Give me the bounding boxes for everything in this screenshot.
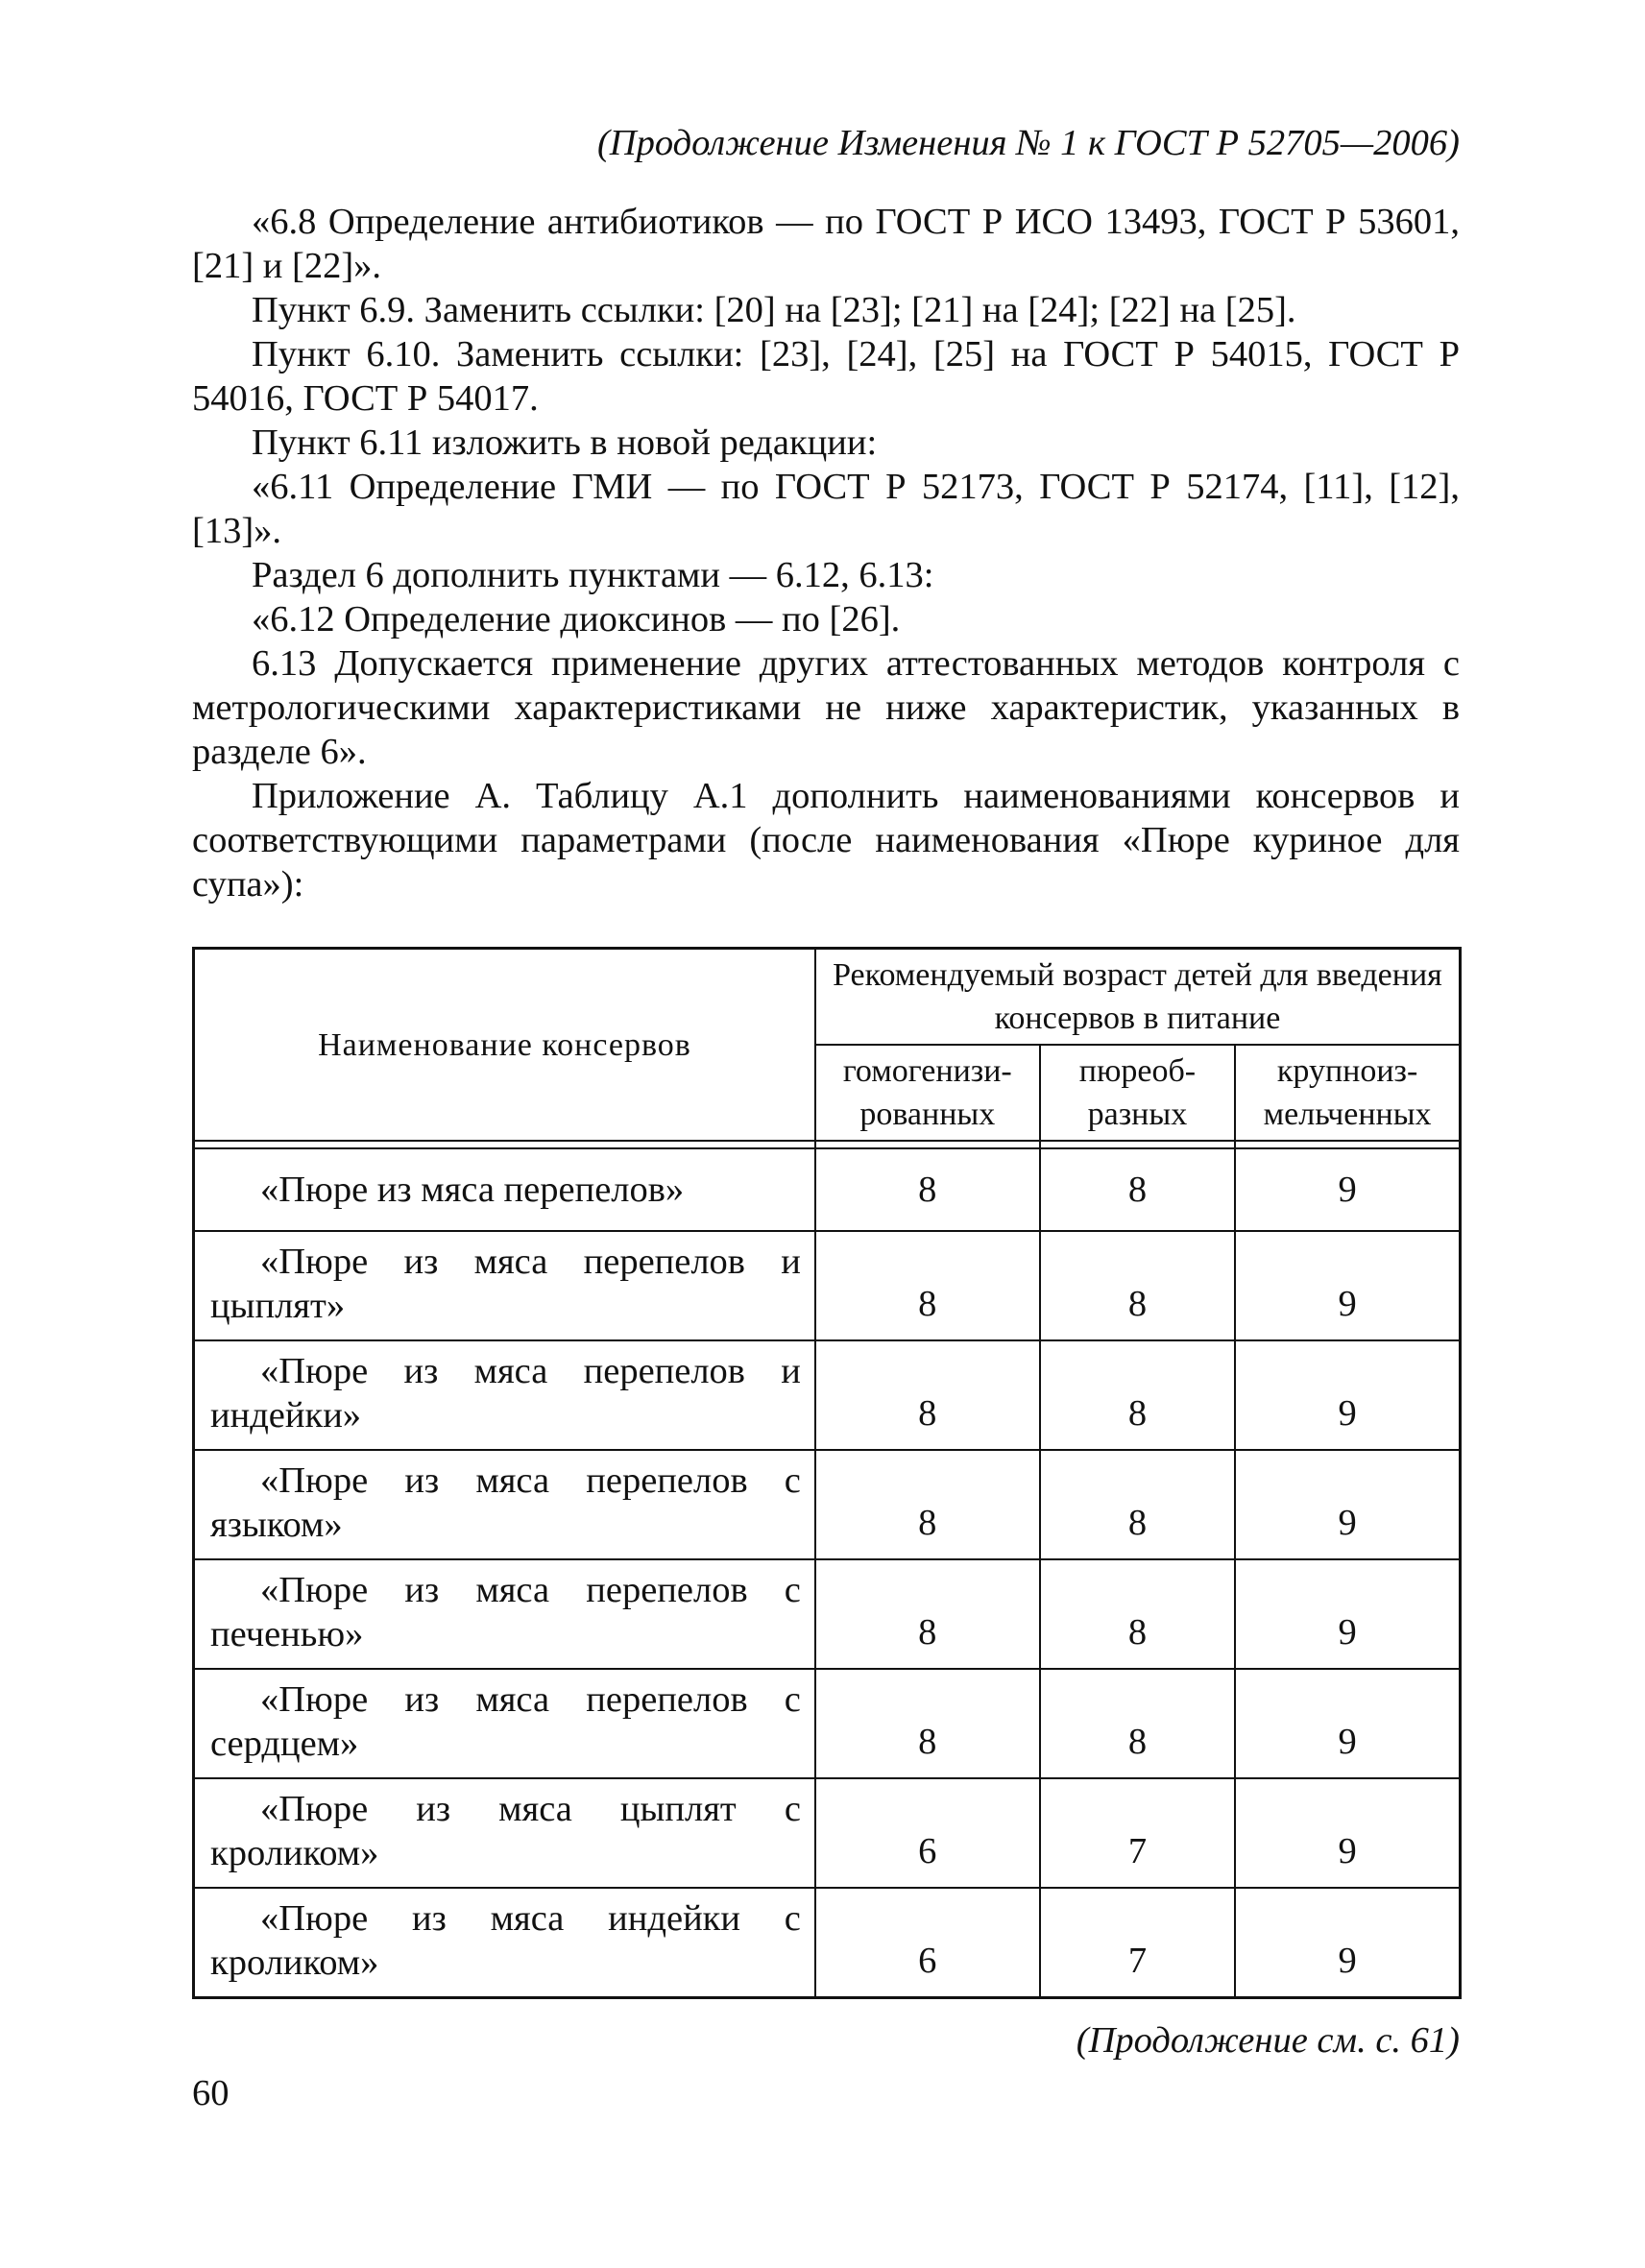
paragraph-appendix-a: Приложение А. Таблицу А.1 дополнить наименованиями консервов и соответствующими параметрами (после наименования «Пюре куриное для супа»): [192, 776, 1460, 905]
value-homogenized: 6 [815, 1888, 1040, 1998]
value-homogenized: 8 [815, 1450, 1040, 1559]
continuation-note: (Продолжение см. с. 61) [1076, 2020, 1460, 2061]
row-name: «Пюре из мяса перепелов» [194, 1148, 815, 1231]
row-name: «Пюре из мяса цыплят с кроликом» [194, 1778, 815, 1888]
value-puree: 8 [1040, 1340, 1236, 1450]
value-coarse: 9 [1235, 1340, 1460, 1450]
paragraph-6-11-intro: Пункт 6.11 изложить в новой редакции: [252, 422, 878, 463]
page-header: (Продолжение Изменения № 1 к ГОСТ Р 52705—2006) [596, 123, 1460, 163]
row-name: «Пюре из мяса перепелов с сердцем» [194, 1669, 815, 1778]
value-coarse: 9 [1235, 1888, 1460, 1998]
value-coarse: 9 [1235, 1450, 1460, 1559]
value-homogenized: 6 [815, 1778, 1040, 1888]
column-header-name: Наименование консервов [194, 949, 815, 1142]
paragraph-section-6: Раздел 6 дополнить пунктами — 6.12, 6.13: [252, 555, 934, 595]
row-name: «Пюре из мяса индейки с кроликом» [194, 1888, 815, 1998]
paragraph-6-10: Пункт 6.10. Заменить ссылки: [23], [24], [25] на ГОСТ Р 54015, ГОСТ Р 54016, ГОСТ Р 54017. [192, 334, 1460, 419]
paragraph-6-13: 6.13 Допускается применение других аттестованных методов контроля с метрологическими характеристиками не ниже характеристик, указанных в разделе 6». [192, 643, 1460, 772]
value-puree: 7 [1040, 1778, 1236, 1888]
value-homogenized: 8 [815, 1669, 1040, 1778]
column-header-puree: пюреоб-разных [1040, 1045, 1236, 1141]
table-a1-addition [192, 947, 1462, 1999]
column-header-coarse: крупноиз-мельченных [1235, 1045, 1460, 1141]
value-puree: 8 [1040, 1148, 1236, 1231]
value-homogenized: 8 [815, 1340, 1040, 1450]
paragraph-6-12: «6.12 Определение диоксинов — по [26]. [252, 599, 901, 639]
paragraph-6-9: Пункт 6.9. Заменить ссылки: [20] на [23]; [21] на [24]; [22] на [25]. [252, 290, 1296, 330]
row-name: «Пюре из мяса перепелов с языком» [194, 1450, 815, 1559]
column-header-group: Рекомендуемый возраст детей для введения консервов в питание [815, 949, 1461, 1046]
row-name: «Пюре из мяса перепелов и индейки» [194, 1340, 815, 1450]
row-name: «Пюре из мяса перепелов с печенью» [194, 1559, 815, 1669]
table-row [194, 1450, 1461, 1559]
value-coarse: 9 [1235, 1231, 1460, 1340]
table-row [194, 1669, 1461, 1778]
value-homogenized: 8 [815, 1231, 1040, 1340]
paragraph-6-8: «6.8 Определение антибиотиков — по ГОСТ Р ИСО 13493, ГОСТ Р 53601, [21] и [22]». [192, 202, 1460, 286]
value-coarse: 9 [1235, 1559, 1460, 1669]
row-name: «Пюре из мяса перепелов и цыплят» [194, 1231, 815, 1340]
column-header-homogenized: гомогенизи-рованных [815, 1045, 1040, 1141]
table-row [194, 1559, 1461, 1669]
table-row [194, 1231, 1461, 1340]
value-puree: 8 [1040, 1450, 1236, 1559]
table-row [194, 1888, 1461, 1998]
table-row [194, 1148, 1461, 1231]
value-puree: 7 [1040, 1888, 1236, 1998]
value-coarse: 9 [1235, 1148, 1460, 1231]
value-puree: 8 [1040, 1669, 1236, 1778]
value-homogenized: 8 [815, 1148, 1040, 1231]
table-row [194, 1340, 1461, 1450]
value-puree: 8 [1040, 1559, 1236, 1669]
table-row [194, 1778, 1461, 1888]
paragraph-6-11: «6.11 Определение ГМИ — по ГОСТ Р 52173, ГОСТ Р 52174, [11], [12], [13]». [192, 467, 1460, 551]
page-number: 60 [192, 2073, 230, 2113]
value-coarse: 9 [1235, 1778, 1460, 1888]
value-puree: 8 [1040, 1231, 1236, 1340]
value-homogenized: 8 [815, 1559, 1040, 1669]
document-page [192, 121, 1460, 2063]
value-coarse: 9 [1235, 1669, 1460, 1778]
